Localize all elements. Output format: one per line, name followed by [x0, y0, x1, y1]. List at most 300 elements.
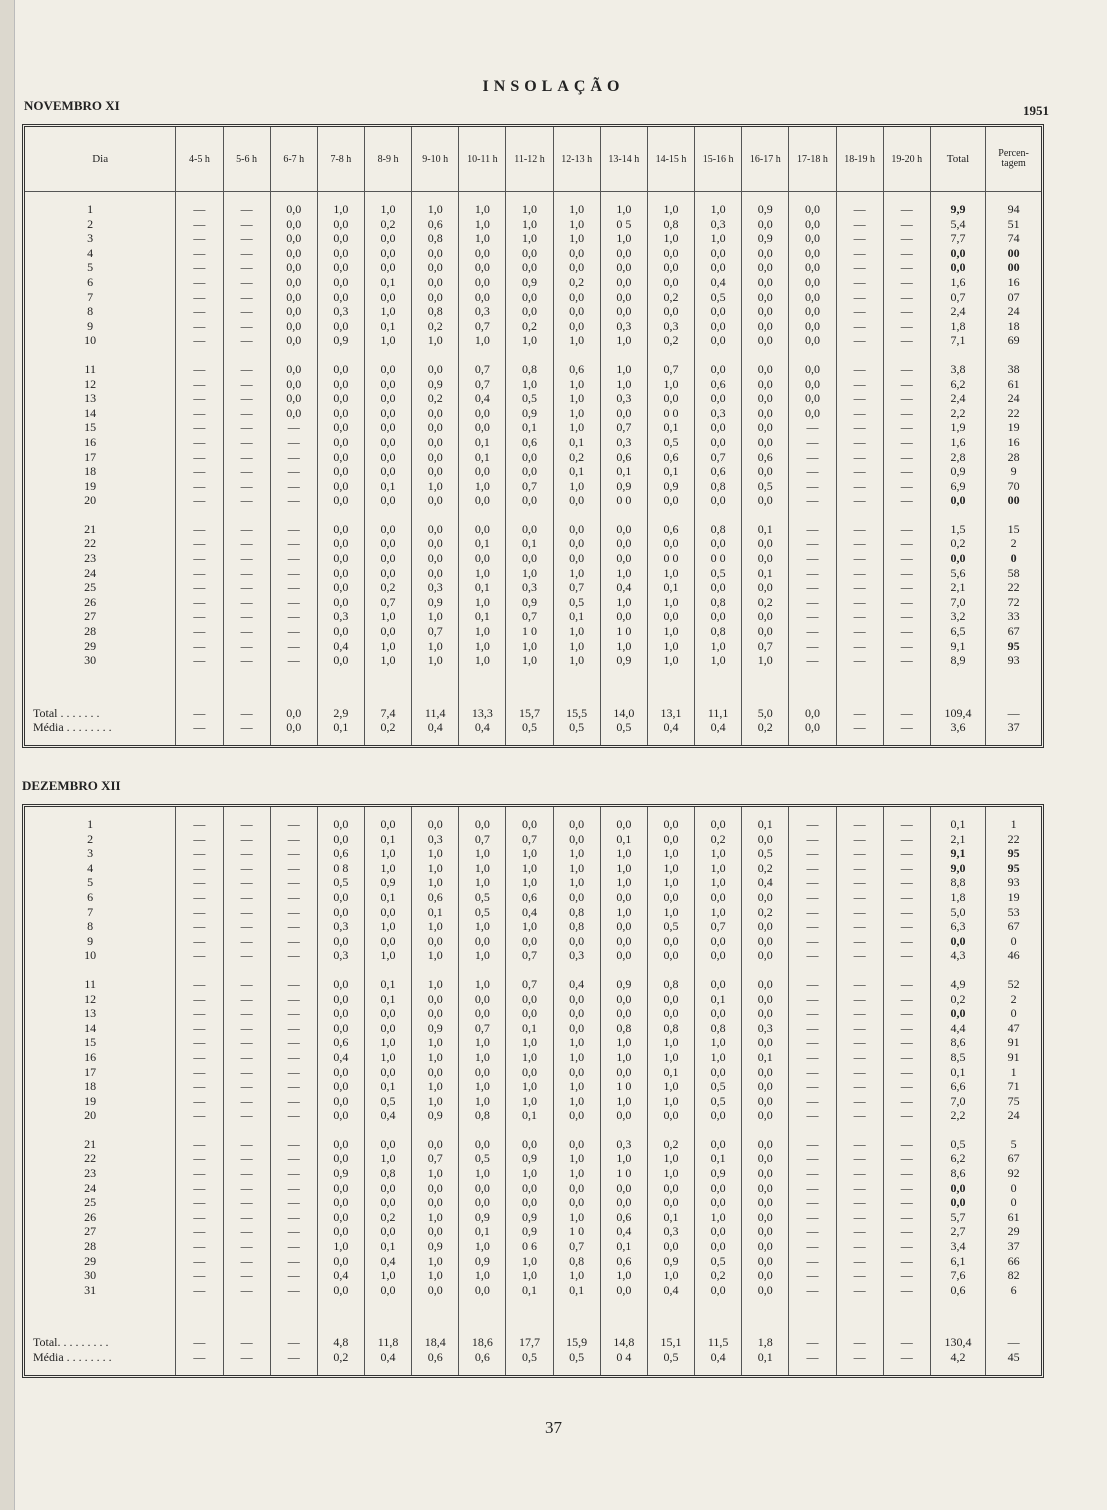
- table-row: [25, 217, 1041, 232]
- percent-cell: 38: [986, 362, 1041, 377]
- hour-cell: 1 0: [506, 624, 553, 639]
- hour-cell: —: [789, 1021, 836, 1036]
- hour-cell: 1,0: [506, 1079, 553, 1094]
- hour-cell: 1,0: [459, 231, 506, 246]
- hour-cell: 1,0: [412, 1166, 459, 1181]
- media-cell: —: [883, 720, 930, 735]
- day-cell: 19: [84, 478, 97, 493]
- hour-cell: —: [176, 1210, 223, 1225]
- hour-cell: —: [176, 246, 223, 261]
- hour-cell: —: [223, 1094, 270, 1109]
- hour-cell: —: [223, 479, 270, 494]
- hour-cell: 0,0: [695, 948, 742, 963]
- total-cell: 0,0: [930, 934, 985, 949]
- hour-cell: 0,5: [695, 290, 742, 305]
- hour-cell: 0,3: [742, 1021, 789, 1036]
- hour-cell: 0,1: [742, 1050, 789, 1065]
- table-row: [25, 905, 1041, 920]
- hour-cell: 0,0: [600, 551, 647, 566]
- hour-cell: 0,0: [459, 1283, 506, 1298]
- hour-cell: 0,0: [647, 391, 694, 406]
- hour-cell: 0,0: [553, 1021, 600, 1036]
- hour-cell: 0,0: [506, 304, 553, 319]
- total-cell: 1,8: [930, 319, 985, 334]
- total-row: [25, 1335, 1041, 1350]
- hour-cell: 0,0: [459, 551, 506, 566]
- column-header: 9-10 h: [412, 127, 459, 192]
- table-row: [25, 522, 1041, 537]
- hour-cell: 0,1: [553, 609, 600, 624]
- hour-cell: —: [883, 493, 930, 508]
- hour-cell: 0,4: [364, 1254, 411, 1269]
- hour-cell: 0,0: [364, 450, 411, 465]
- hour-cell: —: [836, 1094, 883, 1109]
- hour-cell: 1,0: [695, 861, 742, 876]
- hour-cell: 1,0: [600, 1268, 647, 1283]
- hour-cell: —: [789, 566, 836, 581]
- hour-cell: 0,0: [270, 377, 317, 392]
- table-row: [25, 1021, 1041, 1036]
- total-cell: 0,9: [930, 464, 985, 479]
- hour-cell: 1,0: [506, 639, 553, 654]
- hour-cell: 0,7: [742, 639, 789, 654]
- hour-cell: —: [836, 202, 883, 217]
- percent-cell: 19: [986, 890, 1041, 905]
- hour-cell: 0,9: [506, 1151, 553, 1166]
- hour-cell: —: [270, 1210, 317, 1225]
- hour-cell: 0,6: [600, 1210, 647, 1225]
- table-row: [25, 1210, 1041, 1225]
- hour-cell: 0,0: [742, 260, 789, 275]
- total-cell: 6,9: [930, 479, 985, 494]
- hour-cell: 0,9: [412, 1108, 459, 1123]
- day-cell: 6: [87, 889, 94, 904]
- day-cell: 10: [84, 948, 97, 963]
- hour-cell: 0,0: [553, 1195, 600, 1210]
- hour-cell: —: [223, 624, 270, 639]
- total-cell: 1,8: [930, 890, 985, 905]
- hour-cell: 0,0: [695, 580, 742, 595]
- hour-cell: 0,0: [553, 934, 600, 949]
- total-cell: 15,9: [553, 1335, 600, 1350]
- hour-cell: 0,0: [506, 817, 553, 832]
- hour-cell: 1,0: [600, 362, 647, 377]
- hour-cell: 0,3: [600, 1137, 647, 1152]
- hour-cell: 0,0: [742, 624, 789, 639]
- hour-cell: 0,0: [459, 260, 506, 275]
- hour-cell: 0,0: [742, 890, 789, 905]
- hour-cell: —: [836, 1181, 883, 1196]
- percent-cell: 93: [986, 875, 1041, 890]
- table-row: [25, 1181, 1041, 1196]
- hour-cell: 0,0: [742, 1283, 789, 1298]
- hour-cell: 0,0: [600, 1195, 647, 1210]
- day-cell: 30: [84, 1268, 97, 1283]
- day-cell: 7: [87, 904, 94, 919]
- hour-cell: 1,0: [412, 202, 459, 217]
- hour-cell: —: [836, 464, 883, 479]
- hour-cell: 0 8: [317, 861, 364, 876]
- column-header: 5-6 h: [223, 127, 270, 192]
- hour-cell: 0,6: [742, 450, 789, 465]
- hour-cell: 1,0: [647, 846, 694, 861]
- hour-cell: —: [883, 275, 930, 290]
- table-row: [25, 595, 1041, 610]
- hour-cell: 0,0: [506, 1181, 553, 1196]
- hour-cell: 0 0: [695, 551, 742, 566]
- total-cell: 7,1: [930, 333, 985, 348]
- hour-cell: 1,0: [600, 861, 647, 876]
- day-cell: 23: [84, 551, 97, 566]
- hour-cell: 0,2: [553, 450, 600, 465]
- column-header: 8-9 h: [364, 127, 411, 192]
- hour-cell: —: [789, 595, 836, 610]
- hour-cell: 0,2: [412, 319, 459, 334]
- table-row: [25, 536, 1041, 551]
- table-row: [25, 450, 1041, 465]
- hour-cell: —: [176, 977, 223, 992]
- hour-cell: 0,0: [742, 420, 789, 435]
- total-cell: —: [223, 1335, 270, 1350]
- hour-cell: 0,0: [553, 1137, 600, 1152]
- hour-cell: 0,7: [506, 609, 553, 624]
- hour-cell: —: [176, 260, 223, 275]
- total-cell: 0,0: [270, 706, 317, 721]
- hour-cell: 0,0: [317, 493, 364, 508]
- hour-cell: 0,0: [364, 377, 411, 392]
- hour-cell: —: [176, 1254, 223, 1269]
- total-cell: 0,0: [930, 1195, 985, 1210]
- hour-cell: —: [883, 595, 930, 610]
- hour-cell: 0,4: [647, 1283, 694, 1298]
- percent-cell: 24: [986, 391, 1041, 406]
- total-cell: 4,8: [317, 1335, 364, 1350]
- hour-cell: —: [836, 846, 883, 861]
- hour-cell: —: [176, 217, 223, 232]
- table-row: [25, 1108, 1041, 1123]
- hour-cell: —: [270, 1195, 317, 1210]
- hour-cell: —: [223, 377, 270, 392]
- day-cell: 15: [84, 420, 97, 435]
- hour-cell: 0,0: [317, 217, 364, 232]
- hour-cell: —: [836, 948, 883, 963]
- hour-cell: 0,0: [412, 246, 459, 261]
- hour-cell: 0,6: [647, 522, 694, 537]
- hour-cell: 1,0: [647, 653, 694, 668]
- hour-cell: —: [223, 1224, 270, 1239]
- hour-cell: —: [223, 275, 270, 290]
- media-cell: 0,4: [459, 720, 506, 735]
- hour-cell: 1 0: [600, 624, 647, 639]
- hour-cell: —: [176, 566, 223, 581]
- hour-cell: 0,0: [506, 290, 553, 305]
- table-row: [25, 420, 1041, 435]
- hour-cell: —: [883, 566, 930, 581]
- hour-cell: 0,0: [600, 1108, 647, 1123]
- hour-cell: 0,0: [600, 1065, 647, 1080]
- day-cell: 8: [87, 919, 94, 934]
- hour-cell: —: [883, 992, 930, 1007]
- hour-cell: —: [223, 846, 270, 861]
- table-row: [25, 580, 1041, 595]
- hour-cell: 0,7: [364, 595, 411, 610]
- hour-cell: —: [836, 1065, 883, 1080]
- media-cell: 0,5: [600, 720, 647, 735]
- media-cell: 45: [986, 1350, 1041, 1365]
- total-cell: 2,8: [930, 450, 985, 465]
- hour-cell: 0,0: [459, 934, 506, 949]
- table-row: [25, 231, 1041, 246]
- hour-cell: —: [176, 231, 223, 246]
- hour-cell: 0,0: [506, 1137, 553, 1152]
- hour-cell: 1,0: [364, 1151, 411, 1166]
- hour-cell: 0,0: [270, 290, 317, 305]
- hour-cell: 0,3: [412, 832, 459, 847]
- hour-cell: —: [789, 435, 836, 450]
- hour-cell: 0,7: [695, 450, 742, 465]
- total-cell: 11,5: [695, 1335, 742, 1350]
- total-cell: —: [836, 1335, 883, 1350]
- hour-cell: —: [883, 202, 930, 217]
- hour-cell: —: [789, 1283, 836, 1298]
- total-cell: 6,6: [930, 1079, 985, 1094]
- hour-cell: 1,0: [506, 1050, 553, 1065]
- hour-cell: —: [789, 420, 836, 435]
- hour-cell: 0,0: [317, 566, 364, 581]
- day-cell: 21: [84, 521, 97, 536]
- table-header: [25, 127, 1041, 192]
- hour-cell: 0,0: [789, 217, 836, 232]
- total-cell: 0,0: [930, 551, 985, 566]
- hour-cell: 0,0: [553, 522, 600, 537]
- hour-cell: 0,6: [412, 217, 459, 232]
- hour-cell: 1,0: [600, 1094, 647, 1109]
- hour-cell: 1,0: [412, 479, 459, 494]
- hour-cell: 0,1: [647, 1210, 694, 1225]
- hour-cell: 0,0: [506, 260, 553, 275]
- hour-cell: 0,0: [317, 653, 364, 668]
- table-row: [25, 875, 1041, 890]
- total-label: Total. . . . . . . . .: [33, 1335, 109, 1350]
- table-row: [25, 275, 1041, 290]
- day-cell: 6: [87, 274, 94, 289]
- hour-cell: 0,5: [695, 566, 742, 581]
- hour-cell: 0,0: [412, 1006, 459, 1021]
- hour-cell: 0,1: [364, 977, 411, 992]
- hour-cell: —: [836, 391, 883, 406]
- hour-cell: —: [176, 1195, 223, 1210]
- percent-cell: 52: [986, 977, 1041, 992]
- hour-cell: —: [270, 934, 317, 949]
- hour-cell: —: [223, 1006, 270, 1021]
- hour-cell: —: [836, 1283, 883, 1298]
- hour-cell: 0,7: [412, 624, 459, 639]
- hour-cell: 0,0: [506, 464, 553, 479]
- hour-cell: 0,9: [506, 1224, 553, 1239]
- day-cell: 16: [84, 434, 97, 449]
- hour-cell: —: [223, 202, 270, 217]
- hour-cell: —: [223, 493, 270, 508]
- total-cell: 0,0: [930, 493, 985, 508]
- hour-cell: 0,9: [412, 595, 459, 610]
- hour-cell: 0,1: [647, 464, 694, 479]
- page-title: INSOLAÇÃO: [482, 78, 625, 95]
- hour-cell: 0,0: [270, 362, 317, 377]
- hour-cell: 0,0: [270, 275, 317, 290]
- media-cell: 0,6: [412, 1350, 459, 1365]
- hour-cell: 1,0: [412, 1210, 459, 1225]
- hour-cell: 0,0: [553, 536, 600, 551]
- hour-cell: 1,0: [412, 948, 459, 963]
- hour-cell: 0,0: [789, 290, 836, 305]
- hour-cell: 0,8: [695, 1021, 742, 1036]
- percent-cell: 0: [986, 551, 1041, 566]
- hour-cell: 0,6: [600, 450, 647, 465]
- hour-cell: 0,0: [647, 493, 694, 508]
- hour-cell: 0,0: [364, 624, 411, 639]
- hour-cell: 1,0: [459, 919, 506, 934]
- hour-cell: 0,0: [742, 1254, 789, 1269]
- hour-cell: 0,0: [695, 246, 742, 261]
- hour-cell: —: [176, 1094, 223, 1109]
- hour-cell: 0,9: [647, 1254, 694, 1269]
- hour-cell: —: [270, 1094, 317, 1109]
- total-cell: 2,9: [317, 706, 364, 721]
- spacer-row: [25, 348, 1041, 362]
- hour-cell: 0,8: [506, 362, 553, 377]
- hour-cell: —: [883, 639, 930, 654]
- hour-cell: 1,0: [647, 639, 694, 654]
- hour-cell: —: [789, 580, 836, 595]
- media-cell: 0,4: [695, 720, 742, 735]
- hour-cell: 0,8: [553, 905, 600, 920]
- hour-cell: 0,0: [317, 1006, 364, 1021]
- hour-cell: 0 6: [506, 1239, 553, 1254]
- hour-cell: 0,1: [412, 905, 459, 920]
- hour-cell: 0,0: [647, 1006, 694, 1021]
- hour-cell: 0,0: [317, 595, 364, 610]
- hour-cell: —: [176, 479, 223, 494]
- hour-cell: 0,5: [317, 875, 364, 890]
- table-row: [25, 362, 1041, 377]
- hour-cell: 0,0: [459, 493, 506, 508]
- table-row: [25, 1151, 1041, 1166]
- table-row: [25, 319, 1041, 334]
- hour-cell: —: [836, 1151, 883, 1166]
- hour-cell: —: [176, 948, 223, 963]
- hour-cell: 0,0: [506, 992, 553, 1007]
- hour-cell: 1,0: [506, 653, 553, 668]
- total-cell: 8,9: [930, 653, 985, 668]
- hour-cell: —: [223, 1268, 270, 1283]
- hour-cell: 0,0: [317, 536, 364, 551]
- hour-cell: 1,0: [647, 875, 694, 890]
- hour-cell: 0,0: [742, 536, 789, 551]
- hour-cell: —: [789, 536, 836, 551]
- percent-cell: 19: [986, 420, 1041, 435]
- hour-cell: —: [836, 1195, 883, 1210]
- hour-cell: 0,0: [270, 304, 317, 319]
- hour-cell: 1,0: [647, 595, 694, 610]
- hour-cell: —: [883, 290, 930, 305]
- total-cell: 5,4: [930, 217, 985, 232]
- hour-cell: 0,6: [695, 377, 742, 392]
- hour-cell: 0,0: [600, 275, 647, 290]
- hour-cell: 1,0: [459, 202, 506, 217]
- hour-cell: 0,5: [695, 1094, 742, 1109]
- hour-cell: 0,4: [600, 580, 647, 595]
- hour-cell: 0,3: [600, 319, 647, 334]
- percent-cell: 0: [986, 1195, 1041, 1210]
- hour-cell: 1,0: [364, 846, 411, 861]
- hour-cell: —: [223, 391, 270, 406]
- hour-cell: 0,0: [742, 275, 789, 290]
- hour-cell: 1,0: [647, 1079, 694, 1094]
- hour-cell: —: [223, 290, 270, 305]
- hour-cell: —: [883, 890, 930, 905]
- hour-cell: 0,0: [317, 260, 364, 275]
- hour-cell: —: [223, 319, 270, 334]
- percent-cell: 67: [986, 1151, 1041, 1166]
- hour-cell: —: [270, 566, 317, 581]
- total-cell: 13,1: [647, 706, 694, 721]
- hour-cell: 0,0: [647, 992, 694, 1007]
- hour-cell: —: [223, 934, 270, 949]
- hour-cell: 0,0: [317, 391, 364, 406]
- table-row: [25, 1050, 1041, 1065]
- hour-cell: 1,0: [647, 1268, 694, 1283]
- hour-cell: 0,9: [600, 479, 647, 494]
- hour-cell: 0,9: [412, 377, 459, 392]
- hour-cell: 1,0: [600, 1035, 647, 1050]
- hour-cell: —: [223, 1181, 270, 1196]
- hour-cell: 0,0: [600, 1006, 647, 1021]
- hour-cell: 1,0: [553, 479, 600, 494]
- hour-cell: 0,0: [506, 934, 553, 949]
- hour-cell: 1,0: [506, 333, 553, 348]
- hour-cell: —: [883, 1065, 930, 1080]
- hour-cell: 0,0: [317, 362, 364, 377]
- hour-cell: 1,0: [459, 977, 506, 992]
- hour-cell: 1,0: [364, 1050, 411, 1065]
- hour-cell: —: [789, 624, 836, 639]
- percent-cell: 0: [986, 1006, 1041, 1021]
- hour-cell: —: [270, 522, 317, 537]
- hour-cell: 0,0: [600, 246, 647, 261]
- hour-cell: 0,0: [317, 450, 364, 465]
- hour-cell: —: [883, 522, 930, 537]
- hour-cell: —: [789, 1006, 836, 1021]
- hour-cell: 1,0: [364, 609, 411, 624]
- hour-cell: —: [223, 420, 270, 435]
- hour-cell: 0,5: [364, 1094, 411, 1109]
- hour-cell: 0,0: [742, 493, 789, 508]
- hour-cell: 0,0: [459, 420, 506, 435]
- hour-cell: 0,0: [317, 464, 364, 479]
- hour-cell: 1,0: [695, 639, 742, 654]
- hour-cell: 0,0: [742, 580, 789, 595]
- hour-cell: —: [270, 420, 317, 435]
- hour-cell: —: [223, 653, 270, 668]
- hour-cell: —: [789, 1268, 836, 1283]
- hour-cell: 0,0: [647, 817, 694, 832]
- total-cell: 0,7: [930, 290, 985, 305]
- total-cell: 2,4: [930, 391, 985, 406]
- hour-cell: —: [270, 1079, 317, 1094]
- day-cell: 22: [84, 536, 97, 551]
- hour-cell: —: [836, 1079, 883, 1094]
- hour-cell: 0,0: [459, 1195, 506, 1210]
